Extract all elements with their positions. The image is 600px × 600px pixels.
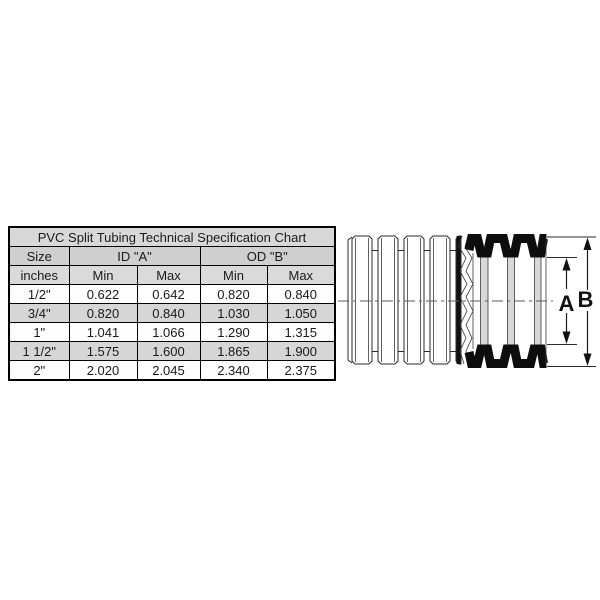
table-cell: 0.820	[69, 304, 137, 323]
table-group-header-row	[9, 247, 335, 266]
table-subheader-row	[9, 266, 335, 285]
section-break	[457, 236, 474, 364]
tube-exterior	[348, 236, 461, 364]
table-row	[9, 361, 335, 381]
table-row	[9, 342, 335, 361]
table-cell: 2.340	[200, 361, 267, 381]
table-cell: 0.820	[200, 285, 267, 304]
subheader-inches: inches	[9, 266, 69, 285]
tubing-diagram	[336, 224, 600, 380]
subheader-od-min: Min	[200, 266, 267, 285]
table-cell: 0.840	[267, 285, 335, 304]
table-cell: 1.575	[69, 342, 137, 361]
table-title-row	[9, 227, 335, 247]
label-inner-diameter: A	[558, 291, 575, 316]
table-cell: 2.020	[69, 361, 137, 381]
label-outer-diameter: B	[577, 287, 594, 312]
table-cell: 3/4"	[9, 304, 69, 323]
subheader-od-max: Max	[267, 266, 335, 285]
table-cell: 1.900	[267, 342, 335, 361]
subheader-id-min: Min	[69, 266, 137, 285]
spec-table	[8, 226, 336, 381]
table-cell: 1.600	[137, 342, 200, 361]
table-cell: 1.030	[200, 304, 267, 323]
table-cell: 1.066	[137, 323, 200, 342]
spec-table-container	[8, 226, 336, 381]
ridge-edge-lines	[356, 238, 447, 362]
header-id-a: ID "A"	[69, 247, 200, 266]
table-cell: 1/2"	[9, 285, 69, 304]
table-cell: 2.375	[267, 361, 335, 381]
table-cell: 1.865	[200, 342, 267, 361]
table-cell: 2.045	[137, 361, 200, 381]
table-cell: 1.290	[200, 323, 267, 342]
table-cell: 0.622	[69, 285, 137, 304]
table-cell: 2"	[9, 361, 69, 381]
subheader-id-max: Max	[137, 266, 200, 285]
table-row	[9, 323, 335, 342]
table-cell: 1.315	[267, 323, 335, 342]
table-cell: 1.050	[267, 304, 335, 323]
table-row	[9, 304, 335, 323]
table-cell: 0.840	[137, 304, 200, 323]
table-cell: 1.041	[69, 323, 137, 342]
table-cell: 0.642	[137, 285, 200, 304]
table-row	[9, 285, 335, 304]
table-cell: 1"	[9, 323, 69, 342]
table-title: PVC Split Tubing Technical Specification Chart	[9, 227, 335, 247]
header-od-b: OD "B"	[200, 247, 335, 266]
table-cell: 1 1/2"	[9, 342, 69, 361]
header-size: Size	[9, 247, 69, 266]
